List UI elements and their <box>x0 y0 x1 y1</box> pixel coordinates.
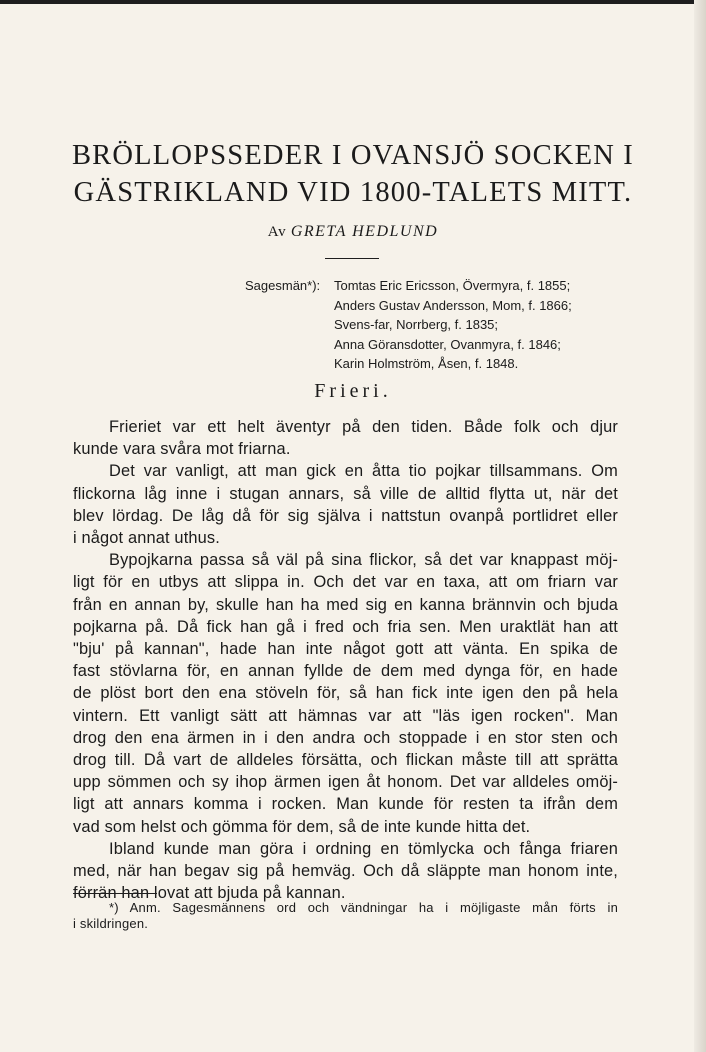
text-line: i något annat uthus. <box>73 529 220 548</box>
text-line: upp sömmen och sy ihop ärmen igen åt honom. Det var alldeles omöj- <box>73 773 618 792</box>
informants-list <box>334 276 572 374</box>
text-line: pojkarna på. Då fick han gå i fred och fria sen. Men uraktlät han att <box>73 617 618 636</box>
informant-entry: Anders Gustav Andersson, Mom, f. 1866; <box>334 297 572 313</box>
text-line: Ibland kunde man göra i ordning en tömlycka och fånga friaren <box>109 839 618 858</box>
text-line: flickorna låg inne i stugan annars, så ville de alltid flytta ut, när det <box>73 484 618 503</box>
author-name: GRETA HEDLUND <box>290 223 439 240</box>
informant-entry: Tomtas Eric Ericsson, Övermyra, f. 1855; <box>334 278 571 293</box>
informant-entry: Karin Holmström, Åsen, f. 1848. <box>334 356 519 372</box>
article-body <box>73 416 618 904</box>
footnote-line: i skildringen. <box>73 916 149 931</box>
footnote <box>73 900 618 932</box>
article-title-line-2: GÄSTRIKLAND VID 1800-TALETS MITT. <box>73 177 633 208</box>
paragraph <box>73 549 618 838</box>
text-line: vintern. Ett vanligt sätt att hämnas var att "läs igen rocken". Man <box>73 706 618 725</box>
byline <box>0 223 706 241</box>
footnote-rule <box>73 893 157 894</box>
text-line: drog den ena ärmen in i den andra och stoppade i en stor sten och <box>73 728 618 747</box>
text-line: blev lördag. De låg då för sig själva i nattstun ovanpå portlidret eller <box>73 506 618 525</box>
text-line: förrän han lovat att bjuda på kannan. <box>73 884 346 903</box>
text-line: med, när han begav sig på hemväg. Och då släppte man honom inte, <box>73 862 618 881</box>
text-line: från en annan by, skulle han ha med sig en kanna brännvin och bjuda <box>73 595 618 614</box>
text-line: "bju' på kannan", hade han inte något gott att vänta. En spika de <box>73 640 618 659</box>
article-title-line-1: BRÖLLOPSSEDER I OVANSJÖ SOCKEN I <box>71 140 635 171</box>
informant-entry: Anna Göransdotter, Ovanmyra, f. 1846; <box>334 336 561 352</box>
text-line: ligt för en utbys att slippa in. Och det var en taxa, att om friarn var <box>73 573 618 592</box>
text-line: Bypojkarna passa så väl på sina flickor, så det var knappast möj- <box>109 551 618 570</box>
text-line: fast stövlarna för, en annan fyllde de dem med dynga för, en hade <box>73 662 618 681</box>
text-line: Det var vanligt, att man gick en åtta tio pojkar tillsammans. Om <box>109 462 618 481</box>
text-line: ligt att annars komma i rocken. Man kunde för resten ta ifrån dem <box>73 795 618 814</box>
text-line: vad som helst och gömma för dem, så de inte kunde hitta det. <box>73 817 531 836</box>
text-line: de plöst bort den ena stöveln för, så han fick inte igen den på hela <box>73 684 618 703</box>
paragraph <box>73 416 618 460</box>
text-line: kunde vara svåra mot friarna. <box>73 440 291 459</box>
paragraph <box>73 838 618 905</box>
informants-label: Sagesmän*): <box>245 278 321 293</box>
title-rule <box>325 258 379 259</box>
byline-prefix: Av <box>267 224 287 240</box>
footnote-line: *) Anm. Sagesmännens ord och vändningar ha i möjligaste mån förts in <box>109 900 618 915</box>
paragraph <box>73 460 618 549</box>
text-line: Frieriet var ett helt äventyr på den tiden. Både folk och djur <box>109 418 618 436</box>
section-heading: Frieri. <box>314 380 392 402</box>
informant-entry: Svens-far, Norrberg, f. 1835; <box>334 317 499 333</box>
text-line: drog till. Då vart de alldeles försätta, och flickan måste till att sprätta <box>73 751 618 770</box>
